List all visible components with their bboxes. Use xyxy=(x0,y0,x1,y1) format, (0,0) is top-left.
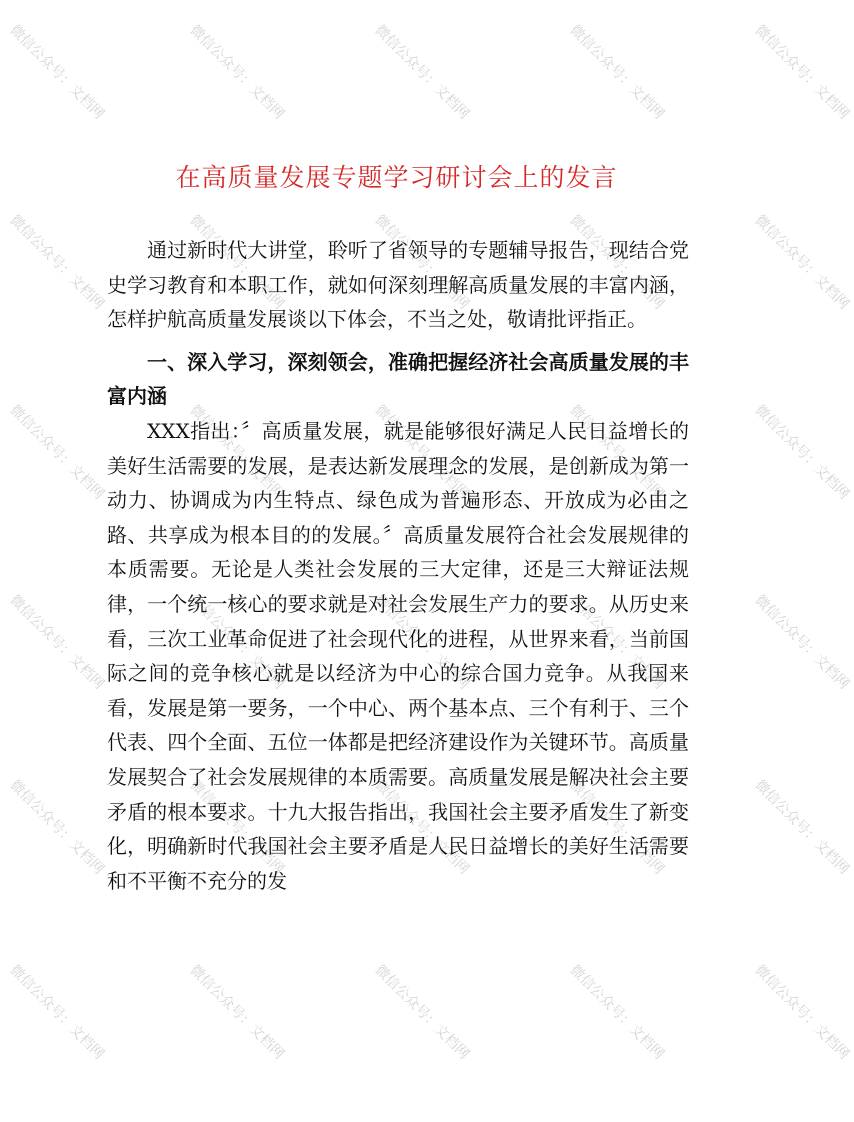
watermark-text: 微信公众号：文档网 xyxy=(6,402,107,503)
watermark-text: 微信公众号：文档网 xyxy=(6,212,107,313)
watermark-text: 微信公众号：文档网 xyxy=(371,402,472,503)
watermark-text: 微信公众号：文档网 xyxy=(751,212,852,313)
body-paragraph: XXX指出：〞高质量发展，就是能够很好满足人民日益增长的美好生活需要的发展，是表达新发展理念的发展，是创新成为第一动力、协调成为内生特点、绿色成为普遍形态、开放成为必由之路、共享成为根本目的的发展。〞高质量发展符合社会发展规律的本质需要。无论是人类社会发展的三大定律，还是三大辩证法规律，一个统一核心的要求就是对社会发展生产力的要求。从历史来看，三次工业革命促进了社会现代化的进程，从世界来看，当前国际之间的竞争核心就是以经济为中心的综合国力竞争。从我国来看，发展是第一要务，一个中心、两个基本点、三个有利于、三个代表、四个全面、五位一体都是把经济建设作为关键环节。高质量发展契合了社会发展规律的本质需要。高质量发展是解决社会主要矛盾的根本要求。十九大报告指出，我国社会主要矛盾发生了新变化，明确新时代我国社会主要矛盾是人民日益增长的美好生活需要和不平衡不充分的发 xyxy=(107,418,689,893)
watermark-text: 微信公众号：文档网 xyxy=(751,402,852,503)
section-heading: 一、深入学习，深刻领会，准确把握经济社会高质量发展的丰富内涵 xyxy=(107,349,689,409)
watermark-text: 微信公众号：文档网 xyxy=(371,22,472,123)
watermark-text: 微信公众号：文档网 xyxy=(566,402,667,503)
watermark-text: 微信公众号：文档网 xyxy=(6,592,107,693)
watermark-text: 微信公众号：文档网 xyxy=(186,402,287,503)
watermark-text: 微信公众号：文档网 xyxy=(751,777,852,878)
watermark-text: 微信公众号：文档网 xyxy=(751,22,852,123)
watermark-text: 微信公众号：文档网 xyxy=(186,777,287,878)
watermark-text: 微信公众号：文档网 xyxy=(566,212,667,313)
watermark-text: 微信公众号：文档网 xyxy=(566,22,667,123)
watermark-text: 微信公众号：文档网 xyxy=(186,22,287,123)
watermark-text: 微信公众号：文档网 xyxy=(371,777,472,878)
watermark-text: 微信公众号：文档网 xyxy=(6,22,107,123)
watermark-text: 微信公众号：文档网 xyxy=(6,777,107,878)
watermark-text: 微信公众号：文档网 xyxy=(566,777,667,878)
watermark-text: 微信公众号：文档网 xyxy=(186,962,287,1063)
watermark-text: 微信公众号：文档网 xyxy=(751,962,852,1063)
watermark-text: 微信公众号：文档网 xyxy=(371,962,472,1063)
document-title: 在高质量发展专题学习研讨会上的发言 xyxy=(175,163,618,192)
watermark-text: 微信公众号：文档网 xyxy=(186,212,287,313)
watermark-text: 微信公众号：文档网 xyxy=(371,592,472,693)
watermark-text: 微信公众号：文档网 xyxy=(751,592,852,693)
watermark-text: 微信公众号：文档网 xyxy=(186,592,287,693)
intro-paragraph: 通过新时代大讲堂，聆听了省领导的专题辅导报告，现结合党史学习教育和本职工作，就如何深刻理解高质量发展的丰富内涵，怎样护航高质量发展谈以下体会，不当之处，敬请批评指正。 xyxy=(107,238,689,332)
watermark-text: 微信公众号：文档网 xyxy=(566,592,667,693)
watermark-text: 微信公众号：文档网 xyxy=(6,962,107,1063)
document-body xyxy=(107,233,689,898)
watermark-text: 微信公众号：文档网 xyxy=(371,212,472,313)
watermark-text: 微信公众号：文档网 xyxy=(566,962,667,1063)
